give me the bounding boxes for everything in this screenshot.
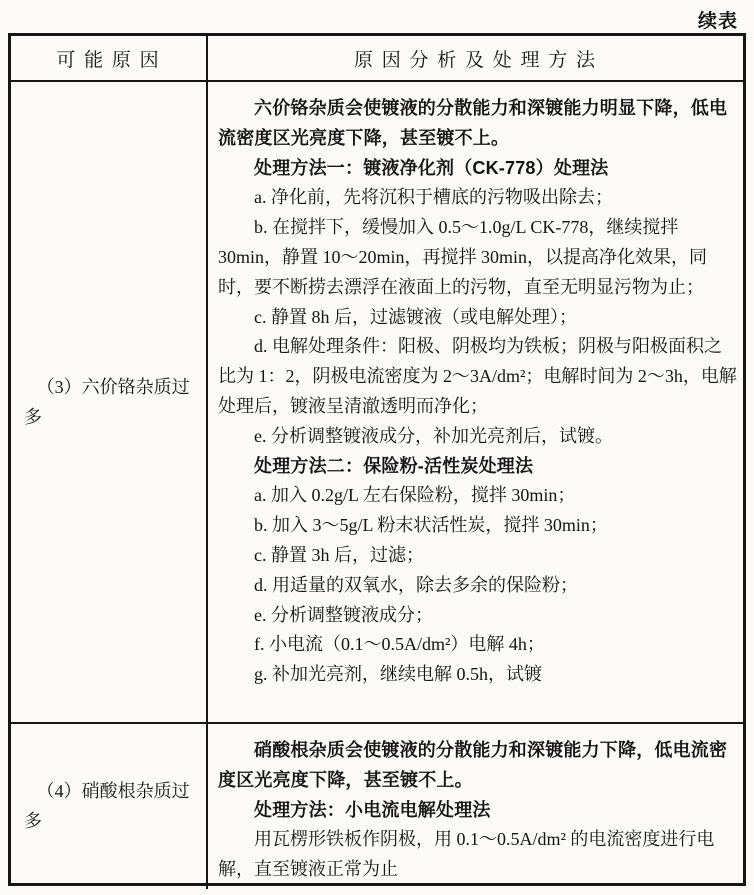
analysis-paragraph-emphasized: 硝酸根杂质会使镀液的分散能力和深镀能力下降，低电流密度区光亮度下降，甚至镀不上。	[218, 740, 728, 790]
analysis-paragraph: b. 加入 3～5g/L 粉末状活性炭，搅拌 30min；	[254, 515, 608, 536]
cause-text: （4）硝酸根杂质过多	[24, 781, 190, 832]
analysis-paragraph: f. 小电流（0.1～0.5A/dm²）电解 4h；	[254, 634, 545, 655]
table-body	[11, 82, 743, 883]
analysis-paragraph: c. 静置 8h 后，过滤镀液（或电解处理）；	[254, 306, 577, 327]
analysis-paragraph: b. 在搅拌下，缓慢加入 0.5～1.0g/L CK-778，继续搅拌 30min，静置 10～20min，再搅拌 30min，以提高净化效果，同时，要不断捞去漂浮在液面上的污物，直至无明显污物为止；	[218, 217, 708, 297]
analysis-paragraph: g. 补加光亮剂，继续电解 0.5h，试镀	[254, 664, 542, 685]
troubleshooting-table	[8, 33, 746, 886]
continued-table-label: 续表	[697, 11, 738, 32]
analysis-paragraph: c. 静置 3h 后，过滤；	[254, 544, 424, 565]
analysis-paragraph-emphasized: 六价铬杂质会使镀液的分散能力和深镀能力明显下降，低电流密度区光亮度下降，甚至镀不上。	[218, 98, 728, 148]
analysis-paragraph: d. 电解处理条件：阳极、阴极均为铁板；阴极与阳极面积之比为 1：2，阴极电流密度为 2～3A/dm²；电解时间为 2～3h，电解处理后，镀液呈清澈透明而净化；	[218, 336, 737, 416]
header-cell-cause: 可 能 原 因	[56, 49, 161, 71]
cause-cell	[11, 724, 206, 889]
analysis-paragraph-emphasized: 处理方法二：保险粉-活性炭处理法	[254, 455, 534, 476]
table-row	[11, 82, 743, 722]
header-cell-analysis: 原 因 分 析 及 处 理 方 法	[206, 36, 743, 80]
analysis-paragraph-emphasized: 处理方法：小电流电解处理法	[254, 799, 491, 820]
analysis-paragraph: a. 加入 0.2g/L 左右保险粉，搅拌 30min；	[254, 485, 576, 506]
analysis-paragraph: a. 净化前，先将沉积于槽底的污物吸出除去；	[254, 187, 613, 208]
analysis-cell	[206, 82, 743, 722]
analysis-paragraph: e. 分析调整镀液成分，补加光亮剂后，试镀。	[254, 425, 613, 446]
cause-text: （3）六价铬杂质过多	[24, 377, 190, 427]
analysis-paragraph: 用瓦楞形铁板作阴极，用 0.1～0.5A/dm² 的电流密度进行电解，直至镀液正常为止	[218, 829, 715, 880]
analysis-paragraph-emphasized: 处理方法一：镀液净化剂（CK-778）处理法	[254, 157, 609, 178]
analysis-paragraph: d. 用适量的双氧水，除去多余的保险粉；	[254, 574, 578, 595]
analysis-paragraph: e. 分析调整镀液成分；	[254, 604, 433, 625]
table-row	[11, 722, 743, 889]
analysis-cell	[206, 724, 743, 889]
cause-cell	[11, 82, 206, 722]
table-header-row	[11, 36, 743, 82]
